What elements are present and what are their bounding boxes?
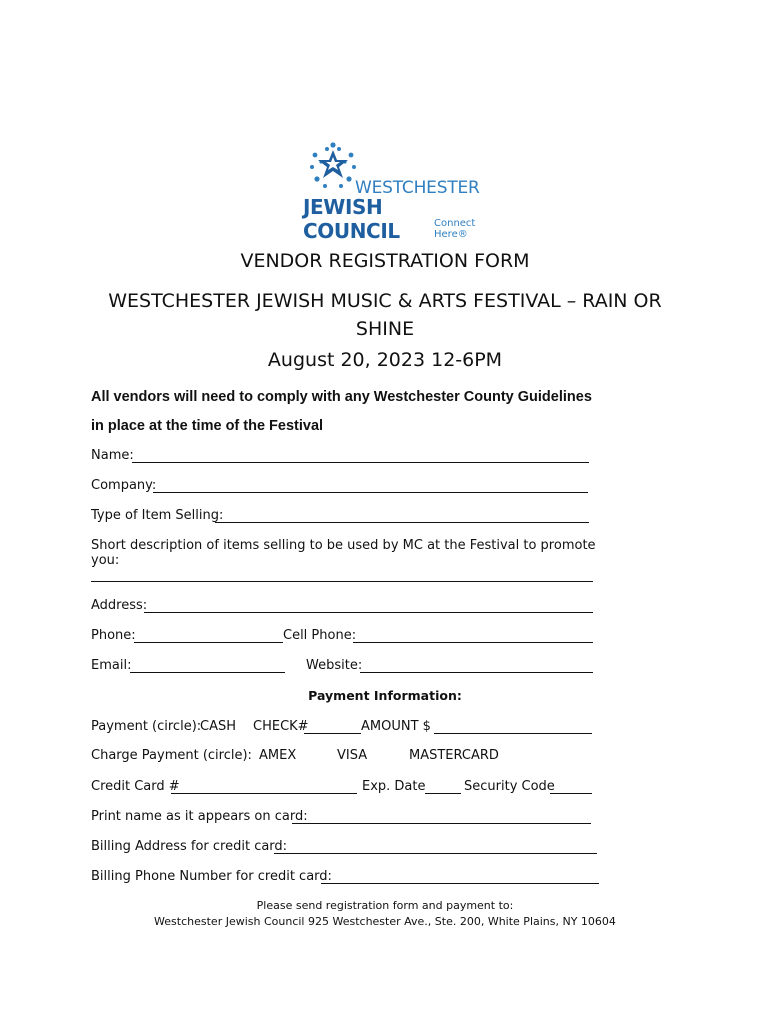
- check-number-underline[interactable]: [304, 733, 361, 734]
- notice-line-2: in place at the time of the Festival: [91, 418, 324, 434]
- logo-tagline: Connect Here®: [434, 218, 476, 240]
- billing-phone-field[interactable]: [91, 869, 601, 887]
- company-field[interactable]: [91, 478, 591, 496]
- phone-row: [91, 628, 594, 646]
- logo-text-westchester: WESTCHESTER: [355, 178, 480, 198]
- cell-phone-label: Cell Phone:: [283, 628, 357, 643]
- form-title: VENDOR REGISTRATION FORM: [240, 250, 530, 272]
- website-label: Website:: [306, 658, 363, 673]
- item-type-field[interactable]: [91, 508, 591, 526]
- name-underline[interactable]: [132, 462, 589, 463]
- item-type-label: Type of Item Selling:: [91, 508, 224, 523]
- event-name: WESTCHESTER JEWISH MUSIC & ARTS FESTIVAL – RAIN OR SHINE: [108, 290, 662, 340]
- cell-phone-underline[interactable]: [353, 642, 593, 643]
- payment-method-row: [91, 719, 594, 737]
- credit-card-label: Credit Card #: [91, 779, 180, 794]
- phone-underline[interactable]: [134, 642, 283, 643]
- name-label: Name:: [91, 448, 134, 463]
- charge-payment-row: [91, 748, 594, 766]
- footer-line-2: Westchester Jewish Council 925 Westchester Ave., Ste. 200, White Plains, NY 10604: [154, 915, 616, 928]
- address-field[interactable]: [91, 598, 594, 616]
- event-date: August 20, 2023 12-6PM: [267, 349, 503, 371]
- website-underline[interactable]: [360, 672, 593, 673]
- name-field[interactable]: [91, 448, 591, 466]
- address-underline[interactable]: [144, 612, 593, 613]
- amount-underline[interactable]: [434, 733, 592, 734]
- phone-label: Phone:: [91, 628, 136, 643]
- security-code-underline[interactable]: [550, 793, 592, 794]
- amex-option[interactable]: AMEX: [259, 748, 297, 763]
- print-name-underline[interactable]: [292, 823, 591, 824]
- billing-address-underline[interactable]: [274, 853, 597, 854]
- print-name-field[interactable]: [91, 809, 594, 827]
- organization-logo: [303, 140, 480, 243]
- exp-date-label: Exp. Date: [362, 779, 426, 794]
- logo-text-jewish-council: JEWISH COUNCIL: [303, 195, 400, 243]
- address-label: Address:: [91, 598, 148, 613]
- print-name-label: Print name as it appears on card:: [91, 809, 308, 824]
- billing-phone-label: Billing Phone Number for credit card:: [91, 869, 332, 884]
- star-burst-icon: [307, 140, 359, 192]
- item-type-underline[interactable]: [215, 522, 589, 523]
- billing-phone-underline[interactable]: [321, 883, 599, 884]
- check-label[interactable]: CHECK#: [253, 719, 309, 734]
- email-label: Email:: [91, 658, 132, 673]
- visa-option[interactable]: VISA: [337, 748, 368, 763]
- credit-card-row: [91, 779, 594, 797]
- footer-line-1: Please send registration form and payment to:: [256, 899, 514, 912]
- billing-address-label: Billing Address for credit card:: [91, 839, 288, 854]
- cash-option[interactable]: CASH: [200, 719, 236, 734]
- company-underline[interactable]: [153, 492, 588, 493]
- payment-label: Payment (circle):: [91, 719, 202, 734]
- email-row: [91, 658, 594, 676]
- security-code-label: Security Code: [464, 779, 555, 794]
- exp-date-underline[interactable]: [425, 793, 461, 794]
- amount-label: AMOUNT $: [361, 719, 431, 734]
- mastercard-option[interactable]: MASTERCARD: [409, 748, 499, 763]
- credit-card-underline[interactable]: [171, 793, 357, 794]
- short-description-label: Short description of items selling to be used by MC at the Festival to promote you:: [91, 538, 596, 568]
- company-label: Company:: [91, 478, 157, 493]
- email-underline[interactable]: [130, 672, 285, 673]
- billing-address-field[interactable]: [91, 839, 599, 857]
- payment-heading: Payment Information:: [308, 688, 462, 703]
- notice-line-1: All vendors will need to comply with any Westchester County Guidelines: [91, 389, 592, 405]
- short-description-underline[interactable]: [91, 581, 593, 582]
- charge-payment-label: Charge Payment (circle):: [91, 748, 252, 763]
